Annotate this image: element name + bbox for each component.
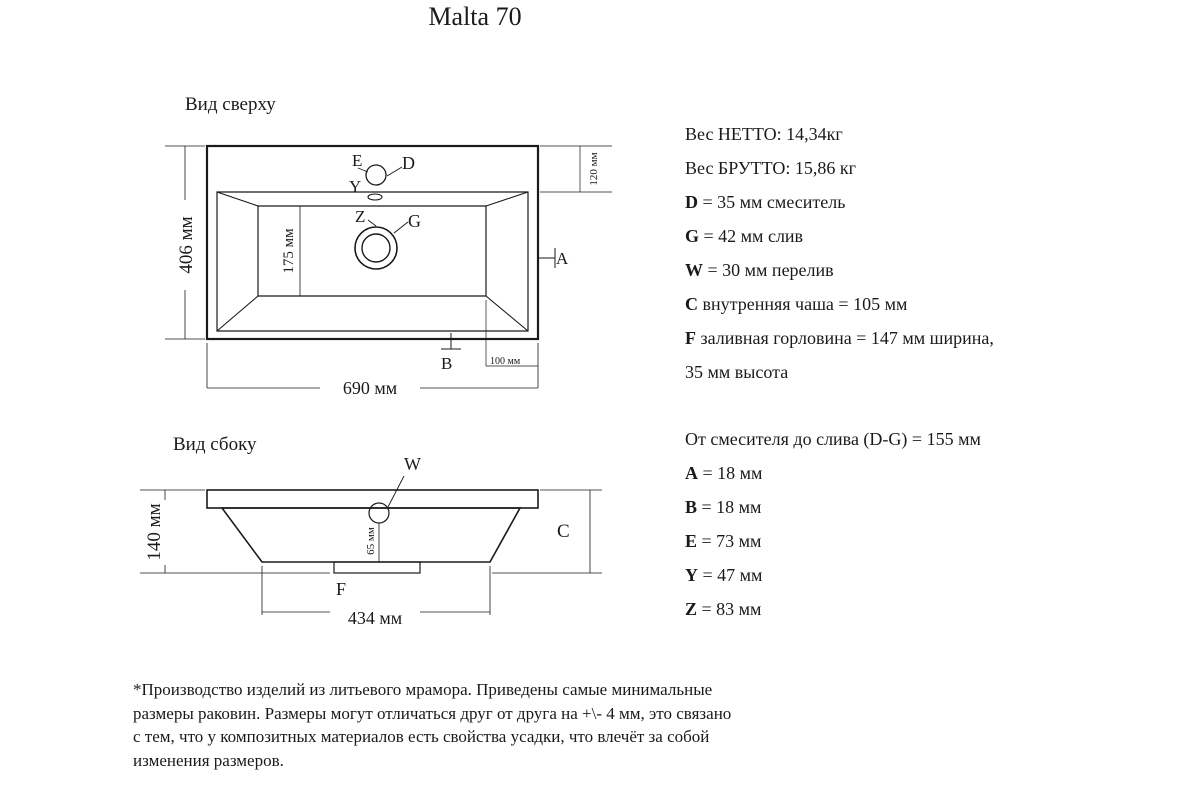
spec-dg-distance: От смесителя до слива (D-G) = 155 мм: [685, 429, 981, 449]
spec-c: C внутренняя чаша = 105 мм: [685, 294, 908, 314]
spec-w: W = 30 мм перелив: [685, 260, 834, 280]
dim-back-120: 120 мм: [588, 152, 600, 186]
spec-b: B = 18 мм: [685, 497, 762, 517]
mixer-hole: [366, 165, 386, 185]
spec-d: D = 35 мм смеситель: [685, 192, 846, 212]
marker-e: E: [352, 151, 363, 170]
marker-b: B: [441, 354, 453, 373]
marker-z: Z: [355, 207, 366, 226]
spec-gross-weight: Вес БРУТТО: 15,86 кг: [685, 158, 856, 178]
marker-w: W: [404, 454, 421, 474]
overflow-slot: [368, 194, 382, 200]
dim-inner-175: 175 мм: [281, 228, 297, 274]
dim-overflow-65: 65 мм: [365, 527, 377, 555]
side-view-label: Вид сбоку: [173, 434, 257, 455]
overflow-hole: [369, 503, 389, 523]
top-view-drawing: [165, 146, 612, 388]
dim-height-140: 140 мм: [144, 503, 165, 561]
spec-y: Y = 47 мм: [685, 565, 763, 585]
footnote: *Производство изделий из литьевого мрамора. Приведены самые минимальные размеры раковин. Размеры могут отличаться друг от друга на +\- 4 мм, это связано с тем, что у композитных материалов есть свойства усадки, что влечёт за собой изменения размеров.: [133, 680, 732, 770]
spec-net-weight: Вес НЕТТО: 14,34кг: [685, 124, 843, 144]
marker-d: D: [402, 153, 415, 173]
dim-width-690: 690 мм: [342, 378, 398, 398]
marker-f: F: [336, 579, 347, 599]
drain-inner: [362, 234, 390, 262]
dim-depth-406: 406 мм: [176, 216, 197, 274]
sink-outer-outline: [207, 146, 538, 339]
spec-e: E = 73 мм: [685, 531, 762, 551]
spec-a: A = 18 мм: [685, 463, 763, 483]
dim-front-100: 100 мм: [490, 356, 521, 367]
marker-g: G: [408, 211, 421, 231]
spec-f-height: 35 мм высота: [685, 362, 789, 382]
spec-z: Z = 83 мм: [685, 599, 762, 619]
drain-neck: [334, 562, 420, 573]
dim-bottom-434: 434 мм: [347, 608, 403, 628]
marker-y: Y: [349, 177, 362, 196]
marker-c: C: [557, 521, 570, 542]
spec-g: G = 42 мм слив: [685, 226, 804, 246]
top-view-label: Вид сверху: [185, 94, 276, 115]
marker-a: A: [556, 249, 569, 268]
page-title: Malta 70: [428, 2, 522, 31]
spec-f: F заливная горловина = 147 мм ширина,: [685, 328, 994, 348]
